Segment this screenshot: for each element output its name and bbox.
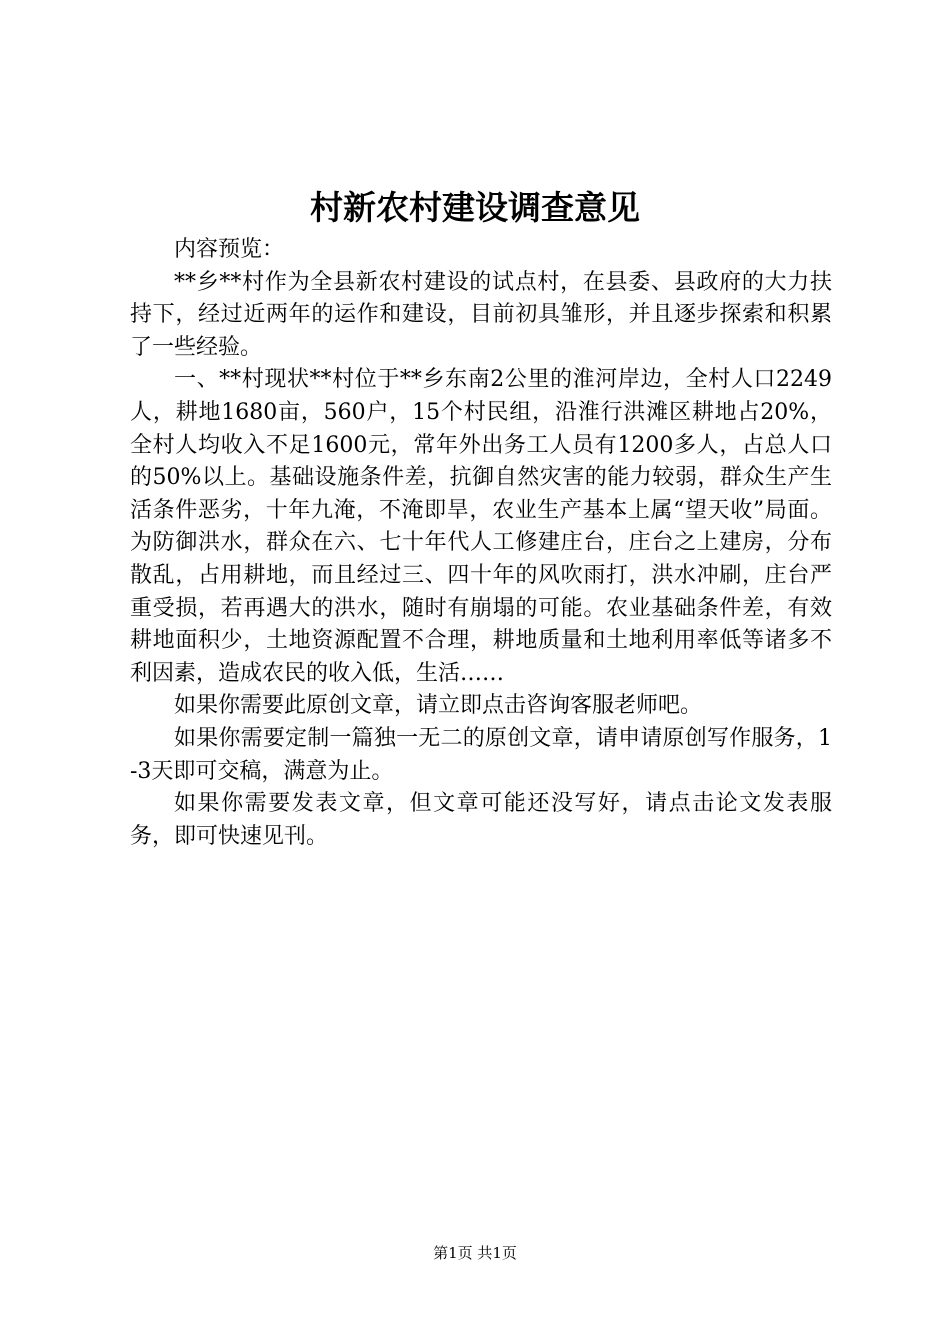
page-number-footer: 第1页 共1页 [433,1244,517,1262]
paragraph-publish-service: 如果你需要发表文章，但文章可能还没写好，请点击论文发表服务，即可快速见刊。 [130,791,832,849]
paragraph-consult-service: 如果你需要此原创文章，请立即点击咨询客服老师吧。 [174,693,703,719]
preview-label: 内容预览： [174,237,285,262]
paragraph-village-status: 一、**村现状**村位于**乡东南2公里的淮河岸边，全村人口2249人，耕地1680亩，560户，15个村民组，沿淮行洪滩区耕地占20%，全村人均收入不足1600元，常年外出务工人员有1200多人，占总人口的50%以上。基础设施条件差，抗御自然灾害的能力较弱，群众生产生活条件恶劣，十年九淹，不淹即旱，农业生产基本上属“望天收”局面。为防御洪水，群众在六、七十年代人工修建庄台，庄台之上建房，分布散乱，占用耕地，而且经过三、四十年的风吹雨打，洪水冲刷，庄台严重受损，若再遇大的洪水，随时有崩塌的可能。农业基础条件差，有效耕地面积少，土地资源配置不合理，耕地质量和土地利用率低等诸多不利因素，造成农民的收入低，生活…… [130,367,832,686]
paragraph-custom-writing: 如果你需要定制一篇独一无二的原创文章，请申请原创写作服务，1-3天即可交稿，满意为止。 [130,725,832,784]
document-title: 村新农村建设调查意见 [310,188,640,227]
paragraph-intro: **乡**村作为全县新农村建设的试点村，在县委、县政府的大力扶持下，经过近两年的运作和建设，目前初具雏形，并且逐步探索和积累了一些经验。 [130,269,832,360]
document-body [130,234,832,853]
